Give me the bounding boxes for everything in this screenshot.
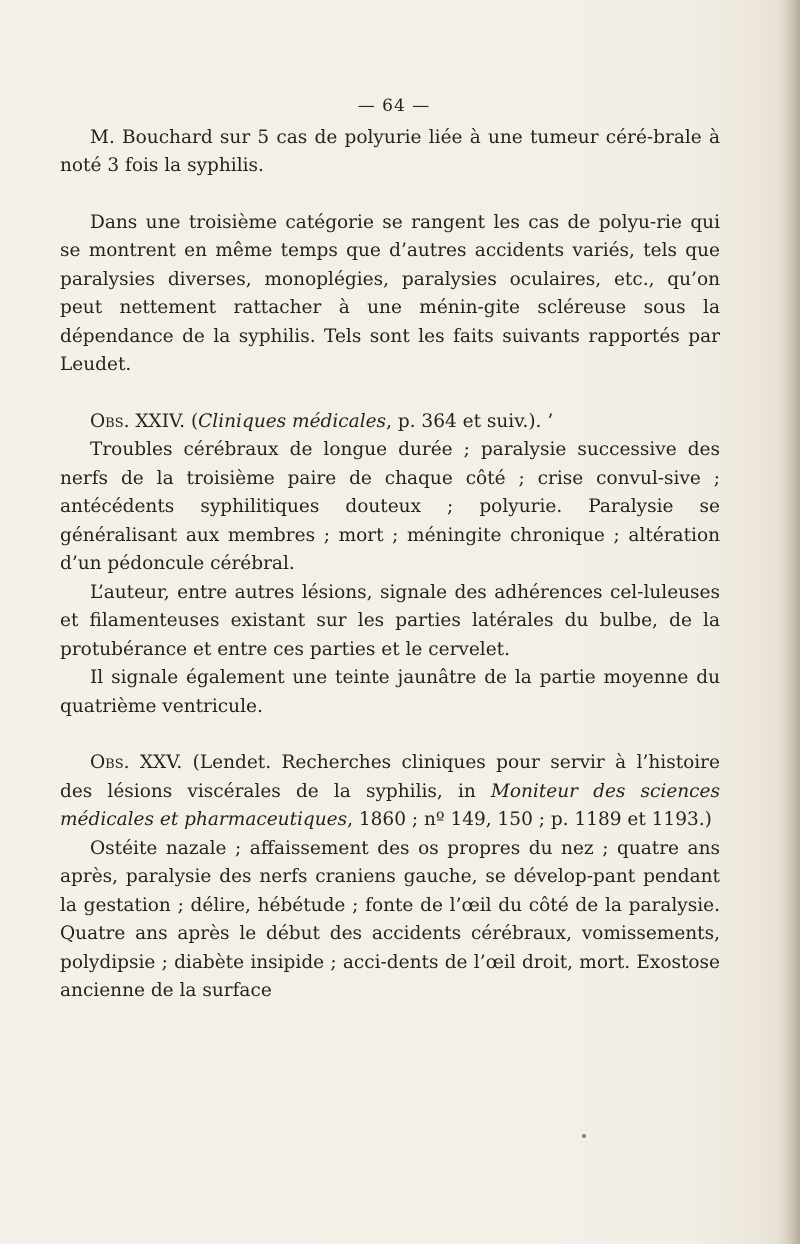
- observation-25-journal-title: Moniteur des sciences médicales et pharmaceutiques: [60, 780, 720, 830]
- page-edge-shadow: [778, 0, 800, 1244]
- observation-25-heading: [60, 749, 720, 835]
- observation-24-summary: Troubles cérébraux de longue durée ; paralysie successive des nerfs de la troisième paire de chaque côté ; crise convul-sive ; antécédents syphilitiques douteux ; polyurie. Paralysie se généralisant aux membres ; mort ; méningite chronique ; altération d’un pédoncule cérébral.: [60, 439, 720, 574]
- observation-25-source-intro: (Lendet. Recherches cliniques pour servir à l’histoire des lésions viscérales de la syphilis, in: [60, 752, 720, 802]
- paragraph-third-category: Dans une troisième catégorie se rangent les cas de polyu-rie qui se montrent en même temps que d’autres accidents variés, tels que paralysies diverses, monoplégies, paralysies oculaires, etc., qu’on peut nettement rattacher à une ménin-gite scléreuse sous la dépendance de la syphilis. Tels sont les faits suivants rapportés par Leudet.: [60, 211, 720, 375]
- observation-24-open-paren: (: [190, 410, 199, 432]
- observation-24-heading: [60, 408, 720, 437]
- observation-25-source-rest: , 1860 ; nº 149, 150 ; p. 1189 et 1193.): [347, 809, 712, 830]
- observation-25-summary: Ostéite nazale ; affaissement des os propres du nez ; quatre ans après, paralysie des nerfs craniens gauche, se dévelop-pant pendant la gestation ; délire, hébétude ; fonte de l’œil du côté de la paralysie. Quatre ans après le début des accidents cérébraux, vomissements, polydipsie ; diabète insipide ; acci-dents de l’œil droit, mort. Exostose ancienne de la surface: [60, 837, 720, 1001]
- ink-speck: [582, 1134, 586, 1138]
- observation-24-label: Obs. XXIV.: [90, 410, 186, 432]
- observation-24-commentary-2: Il signale également une teinte jaunâtre de la partie moyenne du quatrième ventricule.: [60, 667, 720, 717]
- observation-24-source-rest: , p. 364 et suiv.). ’: [386, 410, 554, 432]
- paragraph-bouchard: M. Bouchard sur 5 cas de polyurie liée à une tumeur céré-brale à noté 3 fois la syphilis.: [60, 126, 720, 176]
- observation-24-commentary-1: L’auteur, entre autres lésions, signale des adhérences cel-luleuses et filamenteuses existant sur les parties latérales du bulbe, de la protubérance et entre ces parties et le cervelet.: [60, 581, 720, 660]
- page-number: — 64 —: [357, 96, 431, 116]
- text-block: [60, 92, 720, 1006]
- observation-24-source-title: Cliniques médicales: [198, 410, 387, 432]
- observation-25-label: Obs. XXV.: [90, 752, 183, 773]
